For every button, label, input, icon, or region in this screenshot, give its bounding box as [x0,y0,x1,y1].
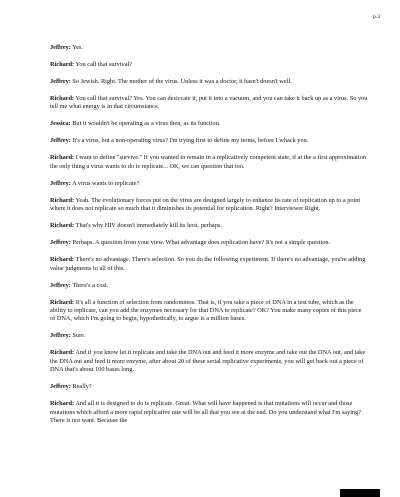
turn-text: Yes. [70,44,83,51]
speaker-name: Richard: [50,298,75,306]
transcript-turn [50,137,368,145]
turn-text: And if you know let it replicate and take the DNA out and feed it more enzyme and take out the DNA out, and take the DNA out and feed it more enzyme, after about 20 of these serial replicative experiments, you will get back out a piece of DNA that's about 100 bases long. [50,349,366,374]
turn-text: There's no advantage. There's selection. So you do the following experiment. If there's no advantage, you're adding value judgments to all of this. [50,256,366,272]
transcript-turn [50,239,368,247]
transcript-turn [50,180,368,188]
speaker-name: Richard: [50,61,75,68]
transcript-turn [50,44,368,52]
speaker-name: Jeffrey: [50,332,71,340]
speaker-name: Richard: [50,349,75,357]
turn-text: But it wouldn't be operating as a virus then, as its function. [70,120,221,128]
speaker-name: Jeffrey: [50,78,71,85]
turn-text: That's why HIV doesn't immediately kill its host, perhaps. [74,222,222,230]
redaction-bar [340,489,380,497]
transcript-turn [50,222,368,230]
speaker-name: Richard: [50,196,75,204]
speaker-name: Jeffrey: [50,281,71,289]
speaker-name: Jeffrey: [50,383,71,391]
transcript-turn [50,332,368,340]
transcript-turn [50,197,368,214]
transcript-turn [50,78,368,86]
turn-text: Perhaps. A question from your view. What advantage does replication have? It's not a simple question. [70,239,331,247]
speaker-name: Jeffrey: [50,137,71,145]
speaker-name: Richard: [50,95,75,102]
transcript-turn [50,349,368,374]
transcript-turn [50,95,368,112]
transcript-turn [50,61,368,69]
turn-text: Really? [70,383,92,391]
speaker-name: Richard: [50,256,75,264]
turn-text: It's a virus, but a non-operating virus? I'm trying first to define my terms, before I whack you. [70,137,309,145]
transcript-turn [50,282,368,290]
speaker-name: Jeffrey: [50,44,71,51]
turn-text: So Jewish. Right. The mother of the virus. Unless it was a doctor, it hasn't doesn't well. [70,78,292,85]
transcript [50,44,368,434]
transcript-turn [50,154,368,171]
transcript-turn [50,120,368,128]
turn-text: A virus wants to replicate? [70,179,140,187]
transcript-turn [50,256,368,273]
turn-text: There's a cost. [70,281,109,289]
speaker-name: Jeffrey: [50,239,71,247]
speaker-name: Jessica: [50,120,71,128]
turn-text: You call that survival? Yes. You can desiccate it, put it into a vacuum, and you can take it back up as a virus. So you tell me what energy is in that circumstance. [50,95,368,111]
turn-text: It's all a function of selection from randomness. That is, if you take a piece of DNA in a test tube, which as the ability to replicate, can you add the enzymes necessary for that DNA to replicate? OK? You make many copies of this piece of DNA, which I'm going to begin, hypothetically, to argue is a million bases. [50,298,362,323]
speaker-name: Richard: [50,222,75,230]
turn-text: You call that survival? [74,61,133,68]
speaker-name: Richard: [50,154,75,162]
page-number: p.3 [373,14,380,20]
transcript-turn [50,400,368,425]
transcript-turn [50,299,368,324]
speaker-name: Jeffrey: [50,179,71,187]
transcript-turn [50,383,368,391]
turn-text: And all it is designed to do is replicate. Great. What will have happened is that mutations will occur and those mutations which afford a more rapid replicative rate will be all that you see at the end. Do you understand what I'm saying? There is not want. Because the [50,400,362,425]
turn-text: Sure. [70,332,86,340]
turn-text: Yeah. The evolutionary forces put on the virus are designed largely to enhance its rate of replication up to a point where it does not replicate so much that it diminishes its potential for replication. Right? Interviewer Right. [50,196,361,213]
turn-text: I want to define "survive." If you wanted to remain in a replicatively competent state, if at the a first approximation the only thing a virus wants to do is replicate... OK, we can question that too. [50,154,366,170]
speaker-name: Richard: [50,400,75,408]
